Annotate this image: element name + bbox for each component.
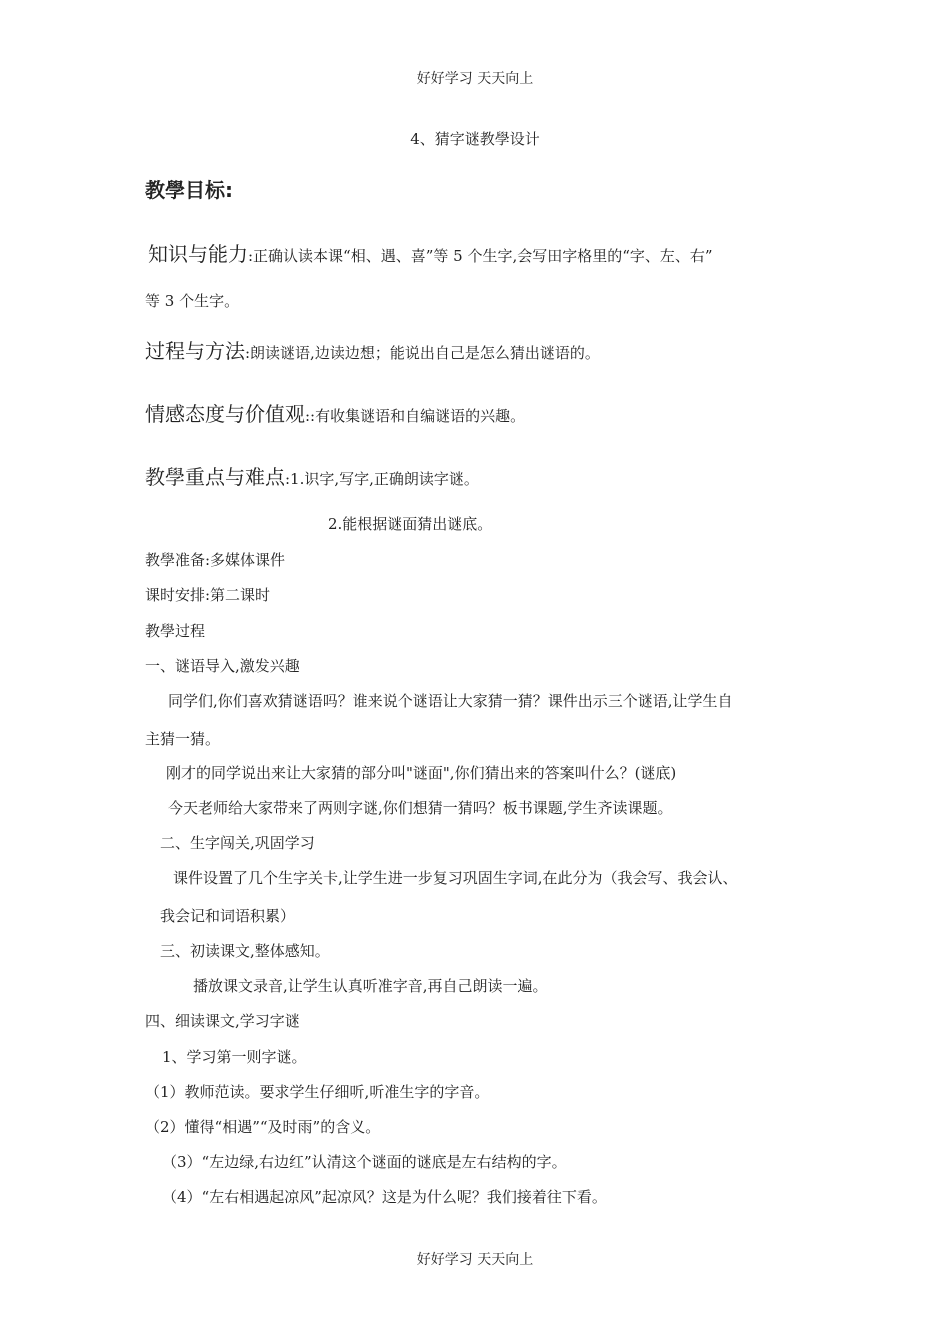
section-3-para-1: 播放课文录音,让学生认真听准字音,再自己朗读一遍。 [193,977,548,995]
key-points-text-2: 2.能根据谜面猜出谜底。 [328,515,493,533]
section-3-title: 三、初读课文,整体感知。 [160,942,330,960]
class-schedule: 课时安排:第二课时 [145,586,271,604]
goal-knowledge [148,238,713,267]
section-4-item-1: （1）教师范读。要求学生仔细听,听准生字的字音。 [145,1083,490,1101]
section-2-para-1-cont: 我会记和词语积累） [160,907,296,925]
section-4-item-3: （3）“左边绿,右边红”认清这个谜面的谜底是左右结构的字。 [162,1153,567,1171]
goal-attitude-label: 情感态度与价值观 [145,402,305,426]
section-2-para-1: 课件设置了几个生字关卡,让学生进一步复习巩固生字词,在此分为（我会写、我会认、 [173,869,738,887]
section-2-title: 二、生字闯关,巩固学习 [160,834,315,852]
goal-process-text: :朗读谜语,边读边想；能说出自己是怎么猜出谜语的。 [245,344,600,362]
key-points-text-1: :1.识字,写字,正确朗读字谜。 [285,470,479,488]
key-points [145,461,479,490]
section-1-para-3: 今天老师给大家带来了两则字谜,你们想猜一猜吗？板书课题,学生齐读课题。 [168,799,673,817]
section-1-para-1: 同学们,你们喜欢猜谜语吗？谁来说个谜语让大家猜一猜？课件出示三个谜语,让学生自 [168,692,733,710]
goal-attitude [145,398,525,427]
section-4-item-2: （2）懂得“相遇”“及时雨”的含义。 [145,1118,381,1136]
goal-process-label: 过程与方法 [145,339,245,363]
section-1-title: 一、谜语导入,激发兴趣 [145,657,300,675]
page-header: 好好学习 天天向上 [416,71,534,87]
section-4-item-4: （4）“左右相遇起凉风”起凉风？这是为什么呢？我们接着往下看。 [162,1188,607,1206]
section-1-para-2: 刚才的同学说出来让大家猜的部分叫"谜面",你们猜出来的答案叫什么？(谜底) [166,764,677,782]
goal-attitude-text: ::有收集谜语和自编谜语的兴趣。 [305,407,526,425]
page-footer: 好好学习 天天向上 [416,1252,534,1268]
teaching-prep: 教學准备:多媒体课件 [145,551,286,569]
goal-knowledge-text: :正确认读本课“相、遇、喜”等 5 个生字,会写田字格里的“字、左、右” [248,247,713,265]
goal-knowledge-continued: 等 3 个生字。 [145,292,240,310]
teaching-process-heading: 教學过程 [145,622,206,640]
document-title: 4、猜字谜教學设计 [410,130,540,148]
section-4-sub-1: 1、学习第一则字谜。 [162,1048,307,1066]
goal-process [145,335,600,364]
section-1-para-1-cont: 主猜一猜。 [145,730,221,748]
key-points-label: 教學重点与难点 [145,465,285,489]
section-4-title: 四、细读课文,学习字谜 [145,1012,300,1030]
goal-knowledge-label: 知识与能力 [148,242,248,266]
goals-heading: 教學目标: [145,178,233,202]
